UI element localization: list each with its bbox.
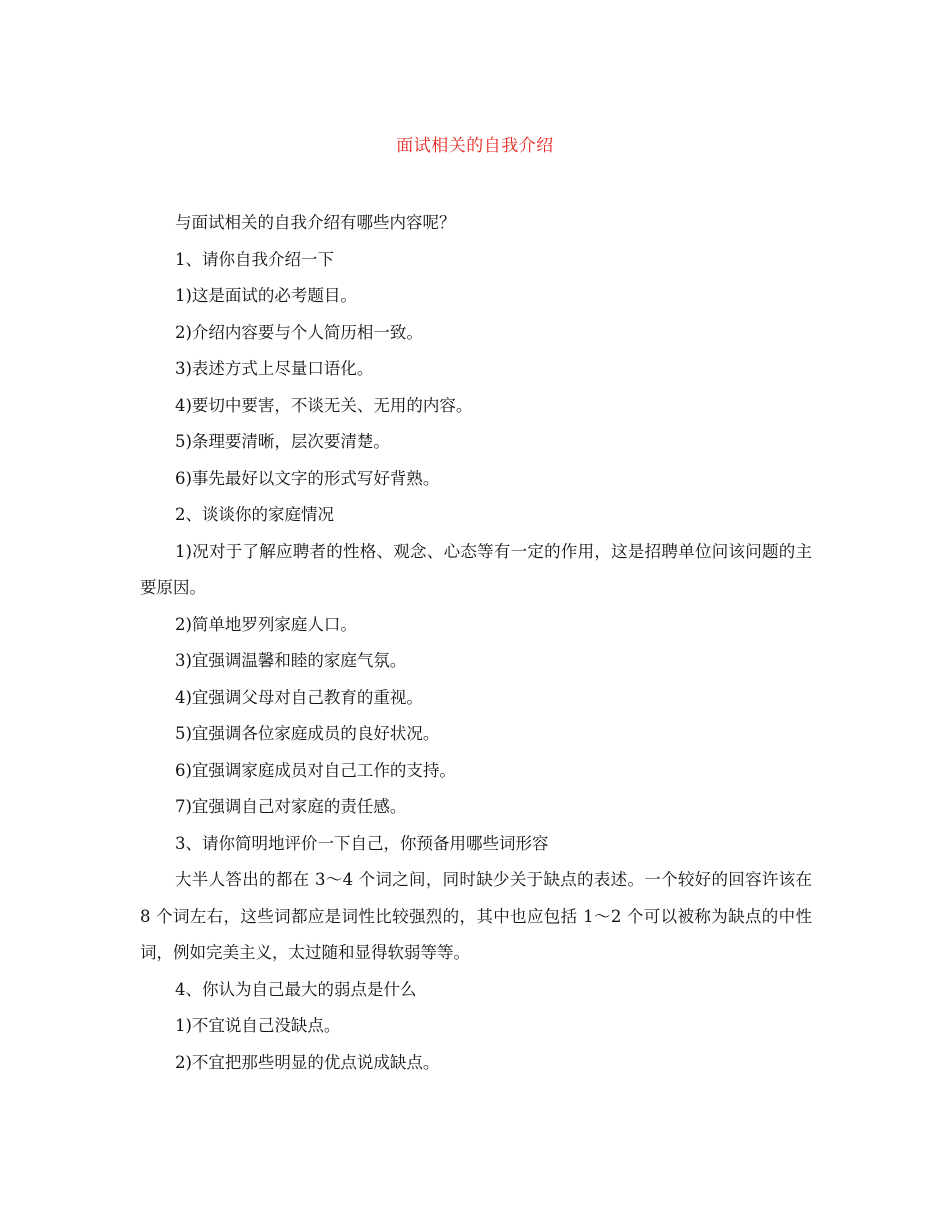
- list-item: 1)这是面试的必考题目。: [175, 286, 357, 305]
- list-item: 1)不宜说自己没缺点。: [175, 1016, 341, 1035]
- list-item: 6)宜强调家庭成员对自己工作的支持。: [175, 760, 456, 780]
- document-title: 面试相关的自我介绍: [396, 136, 554, 156]
- list-item: 3)表述方式上尽量口语化。: [175, 359, 374, 378]
- list-item: 7)宜强调自己对家庭的责任感。: [175, 797, 407, 816]
- list-item: 4)宜强调父母对自己教育的重视。: [175, 687, 423, 707]
- list-item: 2)简单地罗列家庭人口。: [175, 614, 357, 634]
- list-item: 5)宜强调各位家庭成员的良好状况。: [175, 724, 440, 743]
- list-item: 2)不宜把那些明显的优点说成缺点。: [175, 1052, 440, 1072]
- section-heading-4: 4、你认为自己最大的弱点是什么: [175, 979, 417, 999]
- document-body: [140, 205, 812, 1081]
- list-item: 1)况对于了解应聘者的性格、观念、心态等有一定的作用，这是招聘单位问该问题的主要原因。: [140, 541, 812, 597]
- section-heading-3: 3、请你简明地评价一下自己，你预备用哪些词形容: [175, 833, 549, 853]
- list-item: 5)条理要清晰，层次要清楚。: [175, 432, 390, 451]
- list-item: 3)宜强调温馨和睦的家庭气氛。: [175, 651, 407, 670]
- list-item: 2)介绍内容要与个人简历相一致。: [175, 322, 423, 342]
- section-heading-2: 2、谈谈你的家庭情况: [175, 505, 334, 524]
- body-paragraph: 大半人答出的都在 3～4 个词之间，同时缺少关于缺点的表述。一个较好的回容许该在 8 个词左右，这些词都应是词性比较强烈的，其中也应包括 1～2 个可以被称为缺点的中性词，例如完美主义，太过随和显得软弱等等。: [140, 870, 812, 962]
- list-item: 4)要切中要害，不谈无关、无用的内容。: [175, 395, 473, 415]
- list-item: 6)事先最好以文字的形式写好背熟。: [175, 468, 440, 488]
- intro-question: 与面试相关的自我介绍有哪些内容呢？: [175, 213, 456, 232]
- section-heading-1: 1、请你自我介绍一下: [175, 249, 334, 269]
